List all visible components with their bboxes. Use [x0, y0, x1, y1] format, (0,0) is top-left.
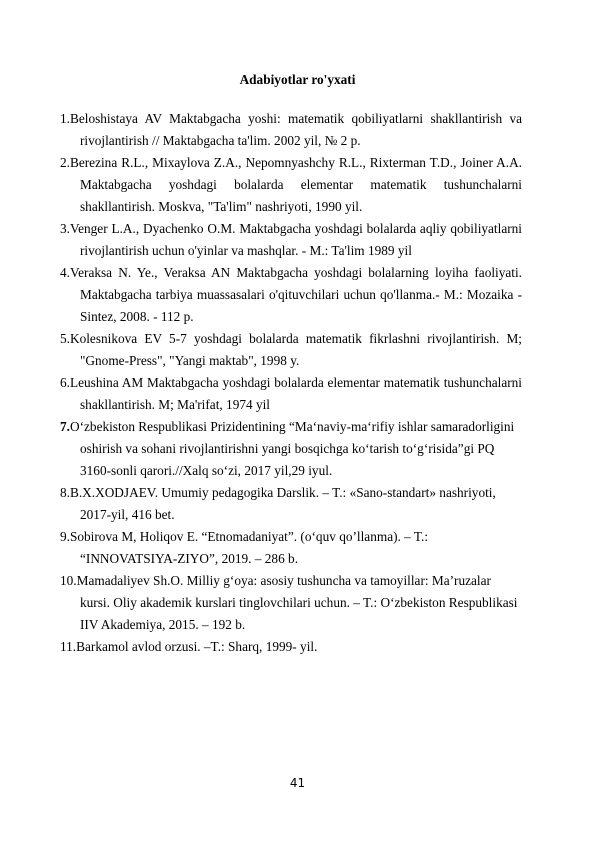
- reference-item-6: [60, 372, 522, 416]
- page-title: Adabiyotlar ro'yxati: [239, 72, 356, 87]
- reference-text: B.X.XODJAEV. Umumiy pedagogika Darslik. – T.: «Sano-standart» nashriyoti, 2017-yil, 416 bet.: [69, 485, 496, 522]
- reference-item-2: [60, 152, 522, 218]
- reference-text: Kolesnikova EV 5-7 yoshdagi bolalarda matematik fikrlashni rivojlantirish. M; "Gnome-Press", "Yangi maktab", 1998 y.: [69, 331, 522, 368]
- reference-number: 4.: [60, 265, 70, 280]
- reference-item-4: [60, 262, 522, 328]
- reference-number: 10.: [60, 573, 77, 588]
- reference-number: 3.: [60, 221, 70, 236]
- reference-text: O‘zbekiston Respublikasi Prizidentining “Ma‘naviy-ma‘rifiy ishlar samaradorligini oshirish va sohani rivojlantirishni yangi bosqichga ko‘tarish to‘g‘risida”gi PQ 3160-sonli qarori.//Xalq so‘zi, 2017 yil,29 iyul.: [69, 419, 515, 478]
- reference-list: [60, 108, 522, 658]
- reference-item-9: [60, 526, 522, 570]
- reference-number: 7.: [60, 419, 70, 434]
- reference-number: 2.: [60, 155, 70, 170]
- reference-text: Venger L.A., Dyachenko O.M. Maktabgacha yoshdagi bolalarda aqliy qobiliyatlarni rivojlantirish uchun o'yinlar va mashqlar. - M.: Ta'lim 1989 yil: [69, 221, 522, 258]
- reference-number: 8.: [60, 485, 70, 500]
- reference-item-7: [60, 416, 522, 482]
- reference-number: 11.: [60, 639, 77, 654]
- reference-text: Barkamol avlod orzusi. –T.: Sharq, 1999- yil.: [76, 639, 318, 654]
- reference-number: 9.: [60, 529, 70, 544]
- reference-number: 6.: [60, 375, 70, 390]
- reference-text: Veraksa N. Ye., Veraksa AN Maktabgacha yoshdagi bolalarning loyiha faoliyati. Maktabgacha tarbiya muassasalari o'qituvchilari uchun qo'llanma.- M.: Mozaika - Sintez, 2008. - 112 p.: [69, 265, 522, 324]
- reference-text: Sobirova M, Holiqov E. “Etnomadaniyat”. (o‘quv qo’llanma). – T.: “INNOVATSIYA-ZIYO”, 2019. – 286 b.: [69, 529, 429, 566]
- reference-text: Berezina R.L., Mixaylova Z.A., Nepomnyashchy R.L., Rixterman T.D., Joiner A.A. Maktabgacha yoshdagi bolalarda elementar matematik tushunchalarni shakllantirish. Moskva, "Ta'lim" nashriyoti, 1990 yil.: [69, 155, 522, 214]
- reference-text: Leushina AM Maktabgacha yoshdagi bolalarda elementar matematik tushunchalarni shakllantirish. M; Ma'rifat, 1974 yil: [69, 375, 522, 412]
- reference-number: 5.: [60, 331, 70, 346]
- reference-text: Mamadaliyev Sh.O. Milliy g‘oya: asosiy tushuncha va tamoyillar: Ma’ruzalar kursi. Oliy akademik kurslari tinglovchilari uchun. – T.: O‘zbekiston Respublikasi IIV Akademiya, 2015. – 192 b.: [76, 573, 518, 632]
- reference-item-5: [60, 328, 522, 372]
- reference-item-10: [60, 570, 522, 636]
- reference-number: 1.: [60, 111, 70, 126]
- reference-item-1: [60, 108, 522, 152]
- reference-text: Beloshistaya AV Maktabgacha yoshi: matematik qobiliyatlarni shakllantirish va rivojlantirish // Maktabgacha ta'lim. 2002 yil, № 2 p.: [69, 111, 522, 148]
- page-number: 41: [289, 776, 306, 790]
- reference-item-11: [60, 636, 522, 658]
- reference-item-8: [60, 482, 522, 526]
- reference-item-3: [60, 218, 522, 262]
